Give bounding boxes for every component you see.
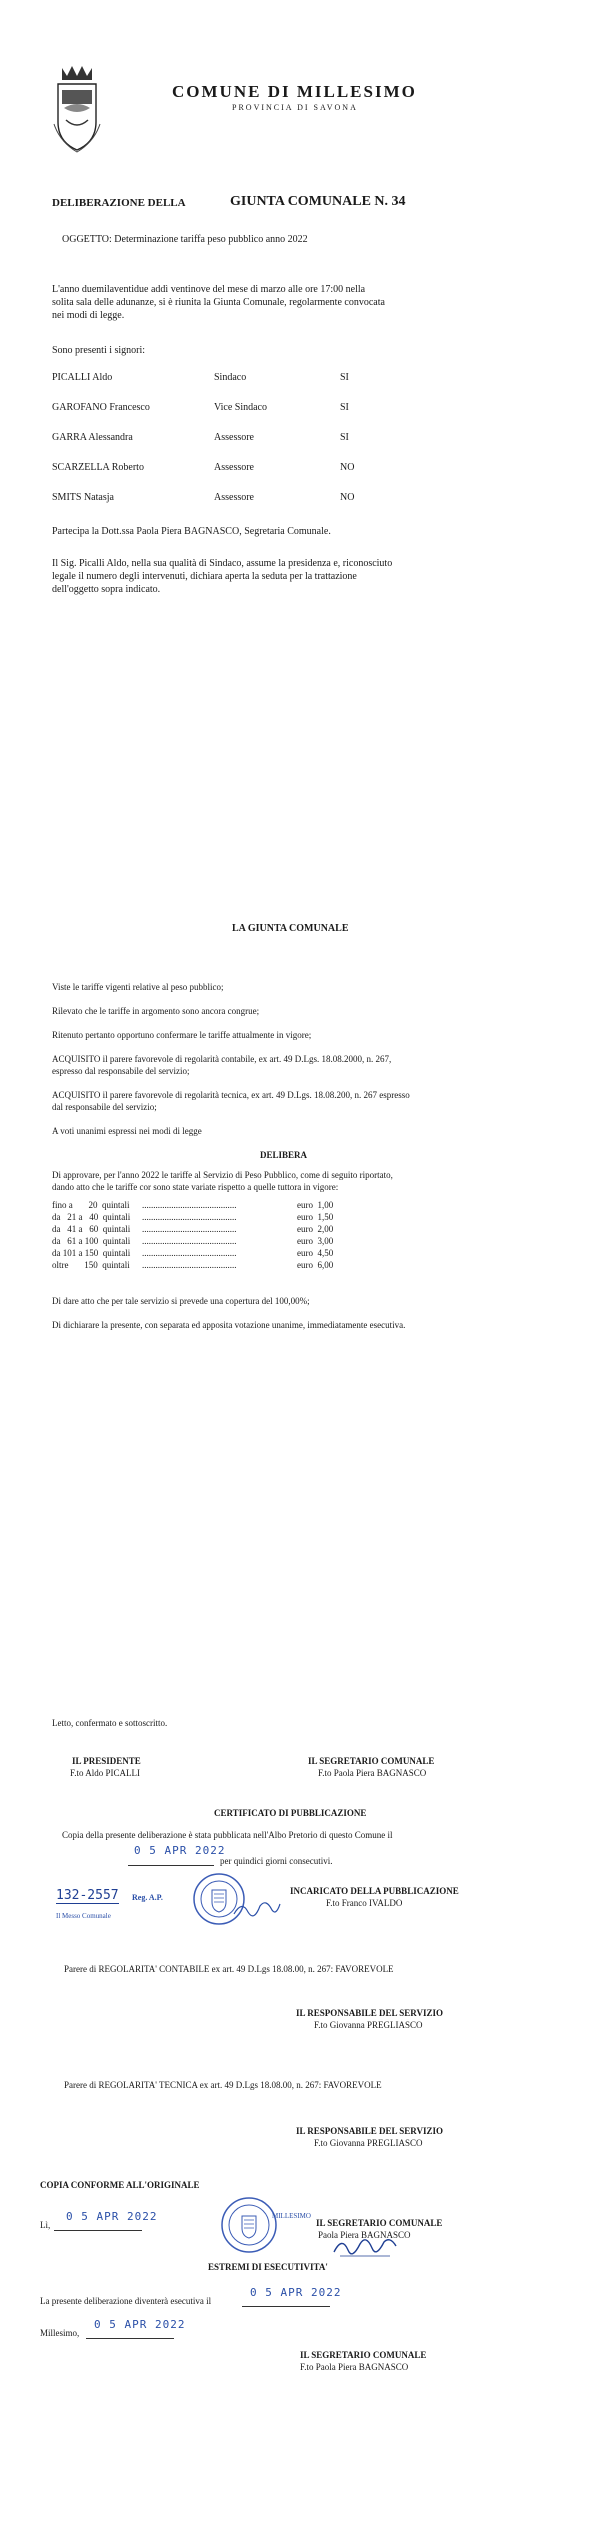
giunta-p2: Rilevato che le tariffe in argomento sono ancora congrue;: [52, 1006, 260, 1016]
comune-title: COMUNE DI MILLESIMO: [172, 82, 417, 101]
certificato-title: CERTIFICATO DI PUBBLICAZIONE: [214, 1808, 367, 1818]
incaricato-title: INCARICATO DELLA PUBBLICAZIONE: [290, 1886, 459, 1896]
tariffa-dots: ..........................................: [142, 1236, 237, 1246]
sindaco-para-3: dell'oggetto sopra indicato.: [52, 584, 161, 595]
parere-contabile: Parere di REGOLARITA' CONTABILE ex art. 49 D.Lgs 18.08.00, n. 267: FAVOREVOLE: [64, 1964, 394, 1974]
millesimo-date-stamp: 0 5 APR 2022: [94, 2318, 186, 2331]
intro-line-2: solita sala delle adunanze, si è riunita la Giunta Comunale, regolarmente convocata: [52, 297, 385, 308]
certificato-line2: per quindici giorni consecutivi.: [220, 1856, 333, 1866]
member-role: Assessore: [214, 432, 254, 443]
tariffa-dots: ..........................................: [142, 1212, 237, 1222]
tariffa-range: fino a 20 quintali: [52, 1200, 130, 1210]
certificato-date-stamp: 0 5 APR 2022: [134, 1844, 226, 1857]
giunta-p4b: espresso dal responsabile del servizio;: [52, 1066, 190, 1076]
tariffa-price: euro 3,00: [297, 1236, 334, 1246]
tariffa-range: da 41 a 60 quintali: [52, 1224, 131, 1234]
member-role: Assessore: [214, 492, 254, 503]
tariffa-range: da 21 a 40 quintali: [52, 1212, 131, 1222]
tariffa-range: da 101 a 150 quintali: [52, 1248, 131, 1258]
oggetto-line: OGGETTO: Determinazione tariffa peso pubblico anno 2022: [62, 234, 308, 245]
tariffe-table: [52, 1200, 352, 1276]
esecutiva-date-stamp: 0 5 APR 2022: [250, 2286, 342, 2299]
parere-tecnica: Parere di REGOLARITA' TECNICA ex art. 49 D.Lgs 18.08.00, n. 267: FAVOREVOLE: [64, 2080, 382, 2090]
member-present: NO: [340, 462, 355, 473]
sindaco-para-1: Il Sig. Picalli Aldo, nella sua qualità di Sindaco, assume la presidenza e, riconosciuto: [52, 558, 393, 569]
seal-signature: [232, 1896, 282, 1922]
member-name: SMITS Natasja: [52, 492, 114, 503]
member-name: PICALLI Aldo: [52, 372, 113, 383]
deliberazione-prefix: DELIBERAZIONE DELLA: [52, 197, 186, 209]
letto-line: Letto, confermato e sottoscritto.: [52, 1718, 168, 1728]
responsabile-1-title: IL RESPONSABILE DEL SERVIZIO: [296, 2008, 443, 2018]
tariffa-range: da 61 a 100 quintali: [52, 1236, 131, 1246]
member-present: SI: [340, 372, 349, 383]
messo-label: Il Messo Comunale: [56, 1912, 111, 1920]
tariffa-price: euro 4,50: [297, 1248, 334, 1258]
delibera-heading: DELIBERA: [260, 1150, 308, 1160]
member-role: Vice Sindaco: [214, 402, 267, 413]
delibera-d3: Di dichiarare la presente, con separata ed apposita votazione unanime, immediatamente esecutiva.: [52, 1320, 406, 1330]
segretario-3-name: F.to Paola Piera BAGNASCO: [300, 2362, 409, 2372]
tariffa-price: euro 2,00: [297, 1224, 334, 1234]
giunta-p6: A voti unanimi espressi nei modi di legge: [52, 1126, 202, 1136]
giunta-p4a: ACQUISITO il parere favorevole di regolarità contabile, ex art. 49 D.Lgs. 18.08.2000, n. 267,: [52, 1054, 392, 1064]
member-role: Assessore: [214, 462, 254, 473]
presidente-name: F.to Aldo PICALLI: [70, 1768, 141, 1778]
tariffa-range: oltre 150 quintali: [52, 1260, 130, 1270]
member-name: SCARZELLA Roberto: [52, 462, 144, 473]
segretario-2-name: Paola Piera BAGNASCO: [318, 2230, 411, 2240]
intro-line-3: nei modi di legge.: [52, 310, 125, 321]
reg-label: Reg. A.P.: [132, 1893, 163, 1902]
seal-text: MILLESIMO: [272, 2212, 311, 2220]
presidente-title: IL PRESIDENTE: [72, 1756, 141, 1766]
presenti-label: Sono presenti i signori:: [52, 345, 146, 356]
segretario-3-title: IL SEGRETARIO COMUNALE: [300, 2350, 427, 2360]
copia-conforme: COPIA CONFORME ALL'ORIGINALE: [40, 2180, 200, 2190]
giunta-p1: Viste le tariffe vigenti relative al peso pubblico;: [52, 982, 224, 992]
member-present: SI: [340, 432, 349, 443]
delibera-d2: Di dare atto che per tale servizio si prevede una copertura del 100,00%;: [52, 1296, 310, 1306]
certificato-line1: Copia della presente deliberazione è stata pubblicata nell'Albo Pretorio di questo Comune il: [62, 1830, 393, 1840]
tariffa-dots: ..........................................: [142, 1248, 237, 1258]
giunta-p5a: ACQUISITO il parere favorevole di regolarità tecnica, ex art. 49 D.Lgs. 18.08.200, n. 267 espresso: [52, 1090, 410, 1100]
li-label: Lì,: [40, 2220, 51, 2230]
handwritten-signature: [330, 2232, 400, 2262]
giunta-p5b: dal responsabile del servizio;: [52, 1102, 157, 1112]
esecutiva-line: La presente deliberazione diventerà esecutiva il: [40, 2296, 212, 2306]
incaricato-name: F.to Franco IVALDO: [326, 1898, 403, 1908]
tariffa-price: euro 1,00: [297, 1200, 334, 1210]
giunta-p3: Ritenuto pertanto opportuno confermare le tariffe attualmente in vigore;: [52, 1030, 312, 1040]
estremi-title: ESTREMI DI ESECUTIVITA': [208, 2262, 328, 2272]
delibera-d1b: dando atto che le tariffe cor sono state variate rispetto a quelle tuttora in vigore:: [52, 1182, 339, 1192]
reg-number: 132-2557: [56, 1888, 119, 1903]
tariffa-dots: ..........................................: [142, 1224, 237, 1234]
tariffa-price: euro 6,00: [297, 1260, 334, 1270]
responsabile-2-title: IL RESPONSABILE DEL SERVIZIO: [296, 2126, 443, 2136]
tariffa-price: euro 1,50: [297, 1212, 334, 1222]
coat-of-arms-logo: [52, 64, 102, 154]
partecipa-line: Partecipa la Dott.ssa Paola Piera BAGNASCO, Segretaria Comunale.: [52, 526, 331, 537]
tariffa-dots: ..........................................: [142, 1200, 237, 1210]
responsabile-1-name: F.to Giovanna PREGLIASCO: [314, 2020, 423, 2030]
deliberazione-title: GIUNTA COMUNALE N. 34: [230, 194, 406, 209]
giunta-heading: LA GIUNTA COMUNALE: [232, 923, 349, 934]
provincia-subtitle: PROVINCIA DI SAVONA: [232, 103, 358, 112]
member-present: SI: [340, 402, 349, 413]
official-seal-stamp: [220, 2196, 278, 2254]
segretario-name: F.to Paola Piera BAGNASCO: [318, 1768, 427, 1778]
tariffa-dots: ..........................................: [142, 1260, 237, 1270]
intro-line-1: L'anno duemilaventidue addì ventinove del mese di marzo alle ore 17:00 nella: [52, 284, 366, 295]
sindaco-para-2: legale il numero degli intervenuti, dichiara aperta la seduta per la trattazione: [52, 571, 357, 582]
delibera-d1a: Di approvare, per l'anno 2022 le tariffe al Servizio di Peso Pubblico, come di seguito riportato,: [52, 1170, 393, 1180]
segretario-2-title: IL SEGRETARIO COMUNALE: [316, 2218, 443, 2228]
member-name: GAROFANO Francesco: [52, 402, 150, 413]
li-date-stamp: 0 5 APR 2022: [66, 2210, 158, 2223]
segretario-title: IL SEGRETARIO COMUNALE: [308, 1756, 435, 1766]
member-name: GARRA Alessandra: [52, 432, 133, 443]
responsabile-2-name: F.to Giovanna PREGLIASCO: [314, 2138, 423, 2148]
member-role: Sindaco: [214, 372, 247, 383]
member-present: NO: [340, 492, 355, 503]
millesimo-label: Millesimo,: [40, 2328, 80, 2338]
